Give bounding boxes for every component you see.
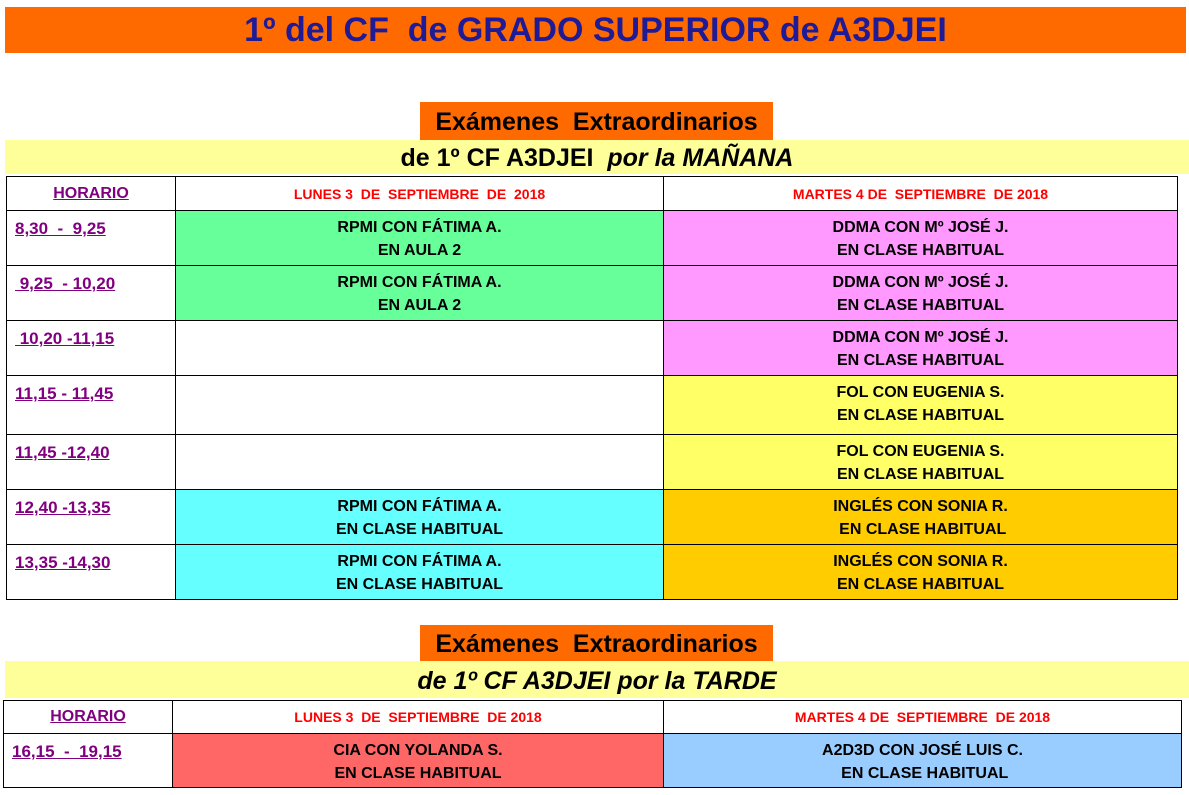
exam-subject: INGLÉS CON SONIA R. [833,553,1008,570]
exam-room: EN CLASE HABITUAL [334,765,502,782]
table-header-row [7,177,1178,211]
exam-subject: DDMA CON Mº JOSÉ J. [832,219,1009,236]
exam-subject: RPMI CON FÁTIMA A. [337,553,502,570]
exam-subject: FOL CON EUGENIA S. [836,443,1005,460]
table-row [7,211,1178,266]
time-slot[interactable]: 8,30 - 9,25 [7,211,176,266]
exam-cell-empty [176,435,664,490]
exam-room: EN CLASE HABITUAL [335,521,504,538]
morning-section-title: Exámenes Extraordinarios [420,102,773,140]
afternoon-schedule-table [3,700,1182,788]
exam-room: EN CLASE HABITUAL [836,407,1005,424]
time-slot[interactable]: 11,15 - 11,45 [7,376,176,435]
exam-cell [664,435,1178,490]
exam-cell [664,266,1178,321]
table-row [7,545,1178,600]
morning-subtitle-prefix: de 1º CF A3DJEI [400,144,608,172]
header-day1: LUNES 3 DE SEPTIEMBRE DE 2018 [176,177,664,211]
exam-room: EN CLASE HABITUAL [836,297,1005,314]
header-horario: HORARIO [4,701,173,734]
afternoon-subtitle-italic: de 1º CF A3DJEI por la TARDE [417,667,777,695]
exam-subject: RPMI CON FÁTIMA A. [337,274,502,291]
exam-cell [664,734,1182,788]
exam-cell [664,545,1178,600]
exam-room: EN AULA 2 [377,242,462,259]
exam-cell [173,734,664,788]
exam-cell [176,266,664,321]
exam-cell [664,321,1178,376]
time-slot[interactable]: 12,40 -13,35 [7,490,176,545]
exam-subject: CIA CON YOLANDA S. [333,742,503,759]
table-row [7,376,1178,435]
exam-subject: RPMI CON FÁTIMA A. [337,219,502,236]
morning-subtitle-italic: por la MAÑANA [607,144,794,172]
exam-subject: INGLÉS CON SONIA R. [833,498,1008,515]
table-row [7,435,1178,490]
exam-subject: A2D3D CON JOSÉ LUIS C. [822,742,1023,759]
exam-room: EN CLASE HABITUAL [335,576,504,593]
exam-room: EN CLASE HABITUAL [836,352,1005,369]
time-slot[interactable]: 10,20 -11,15 [7,321,176,376]
exam-subject: FOL CON EUGENIA S. [836,384,1005,401]
afternoon-subtitle [5,661,1189,698]
morning-subtitle [5,140,1189,174]
time-slot[interactable]: 11,45 -12,40 [7,435,176,490]
header-day2: MARTES 4 DE SEPTIEMBRE DE 2018 [664,177,1178,211]
table-header-row [4,701,1182,734]
table-row [4,734,1182,788]
exam-cell [664,376,1178,435]
time-slot[interactable]: 13,35 -14,30 [7,545,176,600]
page-title: 1º del CF de GRADO SUPERIOR de A3DJEI [5,7,1186,53]
exam-room: EN CLASE HABITUAL [836,242,1005,259]
exam-room: EN CLASE HABITUAL [836,765,1009,782]
exam-room: EN CLASE HABITUAL [836,576,1005,593]
exam-subject: DDMA CON Mº JOSÉ J. [832,274,1009,291]
table-row [7,490,1178,545]
exam-cell [176,211,664,266]
exam-cell [664,490,1178,545]
exam-room: EN CLASE HABITUAL [834,521,1007,538]
time-slot[interactable]: 9,25 - 10,20 [7,266,176,321]
table-row [7,266,1178,321]
exam-cell [176,490,664,545]
exam-cell [176,545,664,600]
header-day2: MARTES 4 DE SEPTIEMBRE DE 2018 [664,701,1182,734]
header-day1: LUNES 3 DE SEPTIEMBRE DE 2018 [173,701,664,734]
exam-room: EN AULA 2 [377,297,462,314]
exam-cell-empty [176,376,664,435]
exam-cell-empty [176,321,664,376]
afternoon-section-title: Exámenes Extraordinarios [420,625,773,661]
exam-room: EN CLASE HABITUAL [836,466,1005,483]
exam-subject: DDMA CON Mº JOSÉ J. [832,329,1009,346]
time-slot[interactable]: 16,15 - 19,15 [4,734,173,788]
exam-subject: RPMI CON FÁTIMA A. [337,498,502,515]
exam-cell [664,211,1178,266]
header-horario: HORARIO [7,177,176,211]
morning-schedule-table [6,176,1178,600]
table-row [7,321,1178,376]
